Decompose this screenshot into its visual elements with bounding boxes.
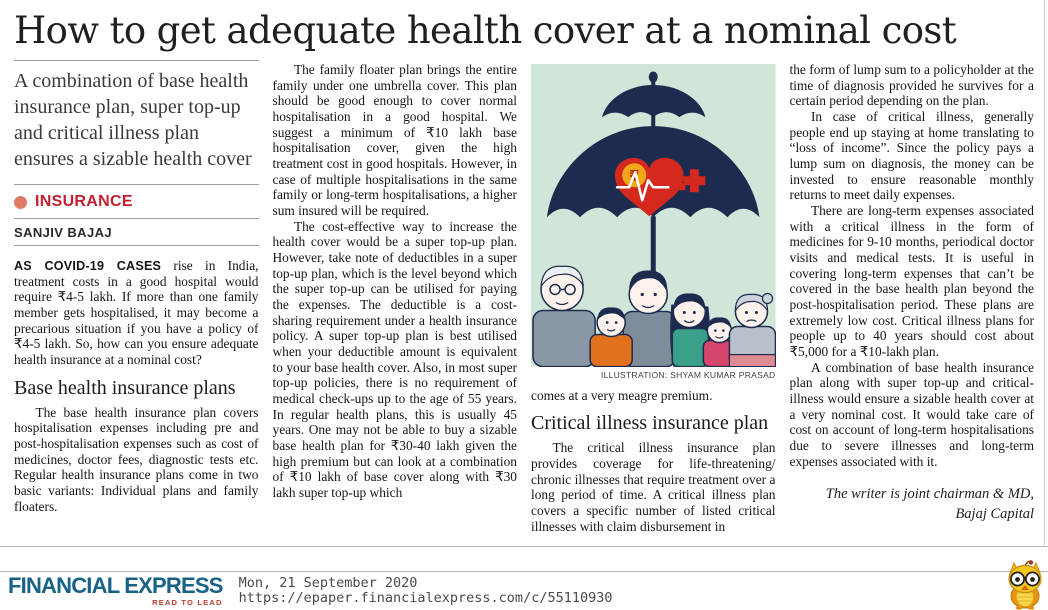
writer-credit	[790, 485, 1035, 524]
family-umbrella-illustration	[531, 64, 776, 367]
article-column-1	[14, 60, 259, 542]
divider	[14, 245, 259, 246]
paragraph-lead-in: AS COVID-19 CASES	[14, 259, 162, 273]
brand-name: FINANCIAL EXPRESS	[8, 573, 223, 598]
paragraph-text: rise in India, treatment costs in a good hospital would require ₹4-5 lakh. If more than one family member gets hospitalised, it may become a precarious situation if you have a policy of ₹4-5 lakh. So, how can you ensure adequate health insurance at a nominal cost?	[14, 258, 259, 368]
article-paragraph: the form of lump sum to a policyholder at the time of diagnosis provided he survives for a certain period depending on the plan.	[789, 62, 1034, 109]
article-column-2	[273, 60, 518, 542]
brand-tagline: READ TO LEAD	[152, 598, 223, 607]
article-paragraph: The family floater plan brings the entire family under one umbrella cover. This plan should be good enough to cover normal hospitalisation in a good hospital. We suggest a minimum of ₹10 lakh base hospitalisation cover, given the high treatment cost in good hospitals. However, in case of multiple hospitalisations in the same family or long-term hospitalisations, a higher sum insured will be required.	[272, 62, 517, 219]
epaper-footer	[0, 571, 1048, 610]
illustration-graphic	[531, 64, 776, 367]
financial-express-logo	[8, 575, 223, 607]
page-title: How to get adequate health cover at a nominal cost	[14, 9, 957, 52]
article-paragraph: There are long-term expenses associated with a critical illness in the form of medicines for 9-10 months, periodical doctor visits and medical tests. It is useful in covering long-term expenses that can’t be covered in the base health plan beyond the post-hospitalisation period. These plans are extremely low cost. Critical illness plans for people up to 40 years should cost about ₹5,000 for a ₹10-lakh plan.	[789, 203, 1034, 360]
svg-text:₹: ₹	[628, 167, 640, 186]
section-kicker-label: INSURANCE	[35, 193, 133, 210]
bullet-dot-icon	[14, 196, 27, 209]
article-paragraph: A combination of base health insurance plan along with super top-up and critical-illness would ensure a sizable health cover at a very nominal cost. It would take care of cost on account of long-term hospitalisations due to severe illnesses and long-term expenses associated with it.	[789, 359, 1034, 469]
writer-credit-line: The writer is joint chairman & MD,	[825, 486, 1034, 503]
article-paragraph: In case of critical illness, generally people end up staying at home translating to “loss of income”. Since the policy pays a lump sum on diagnosis, the money can be invested to ensure reasonable monthly returns to meet daily expenses.	[789, 109, 1034, 203]
section-heading: Critical illness insurance plan	[531, 412, 769, 435]
author-byline: SANJIV BAJAJ	[14, 225, 112, 240]
article-paragraph: comes at a very meagre premium.	[531, 387, 713, 403]
article-columns	[0, 60, 1048, 542]
article-paragraph: The cost-effective way to increase the health cover would be a super top-up plan. However, take note of deductibles in a super top-up plan, which is the level beyond which the super top-up can be utilised for paying the expenses. The deductible is a cost-sharing requirement under a health insurance policy. A super top-up plan is best utilised when your deductible amount is equivalent to your base health cover. Also, in most super top-up policies, there is no requirement of medical check-ups up to the age of 55 years. In regular health plans, this is usually 45 years. One may not be able to buy a sizable base health plan for ₹30-40 lakh given the high premium but can look at a combination of ₹10 lakh of base cover along with ₹30 lakh super top-up which	[272, 218, 517, 501]
owl-mascot-button[interactable]	[1004, 560, 1046, 610]
article-paragraph	[14, 258, 259, 368]
section-kicker	[14, 185, 259, 218]
article-column-3	[531, 60, 776, 542]
standfirst: A combination of base health insurance plan, super top-up and critical illness plan ensures a sizable health cover	[14, 70, 252, 170]
article-paragraph: The critical illness insurance plan provides coverage for life-threatening/ chronic illnesses that require treatment over a long period of time. A critical illness plan covers a specific number of listed critical illnesses with claim disbursement in	[531, 440, 776, 534]
clip-url-link[interactable]: https://epaper.financialexpress.com/c/55110930	[238, 590, 613, 607]
section-heading: Base health insurance plans	[14, 376, 236, 399]
clip-metadata	[239, 575, 613, 606]
illustration-credit: ILLUSTRATION: SHYAM KUMAR PRASAD	[600, 369, 776, 380]
article-column-4	[790, 60, 1035, 542]
page-edge-line	[1044, 0, 1045, 547]
writer-credit-line: Bajaj Capital	[955, 506, 1034, 523]
article-paragraph: The base health insurance plan covers hospitalisation expenses including pre and post-hospitalisation expenses such as cost of medicines, doctor fees, diagnostic tests etc. Regular health insurance plans come in two basic variants: Individual plans and family floaters.	[14, 404, 259, 514]
clip-date: Mon, 21 September 2020	[238, 575, 418, 591]
